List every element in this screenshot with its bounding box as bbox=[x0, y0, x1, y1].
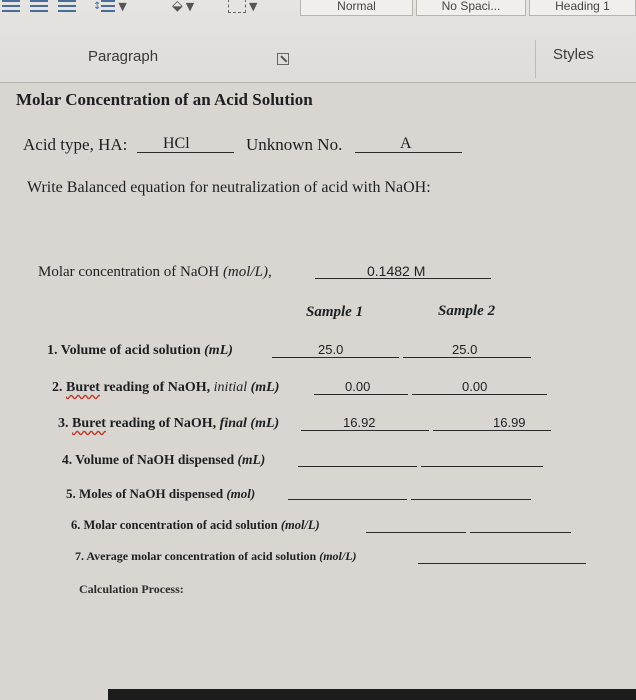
row-6-sample-1-blank bbox=[366, 532, 466, 533]
row-4-sample-2-blank bbox=[421, 466, 543, 467]
question-row-7 bbox=[75, 549, 357, 564]
sample-1-header: Sample 1 bbox=[306, 304, 364, 320]
dialog-launcher-icon[interactable] bbox=[277, 53, 289, 65]
row-2-qualifier: initial bbox=[213, 380, 248, 395]
row-2-spellcheck-word: Buret bbox=[66, 380, 100, 395]
naoh-concentration-text: Molar concentration of NaOH bbox=[38, 264, 220, 280]
line-spacing-icon[interactable]: ↕ ▼ bbox=[93, 0, 127, 13]
document-page bbox=[0, 83, 636, 688]
row-3-unit: (mL) bbox=[250, 416, 280, 431]
row-1-unit: (mL) bbox=[204, 343, 233, 358]
row-3-qualifier: final bbox=[219, 416, 247, 431]
row-5-sample-1-blank bbox=[288, 499, 407, 500]
naoh-concentration-unit: (mol/L), bbox=[222, 264, 272, 280]
row-1-sample-2-blank bbox=[403, 357, 531, 358]
row-2-unit: (mL) bbox=[250, 380, 280, 395]
paragraph-group-label: Paragraph bbox=[88, 48, 159, 65]
row-2-text: reading of NaOH, bbox=[103, 380, 211, 395]
row-3-sample-2-blank bbox=[433, 430, 551, 431]
borders-icon[interactable] bbox=[228, 0, 257, 20]
unknown-no-label: Unknown No. bbox=[246, 135, 343, 154]
acid-type-value: HCl bbox=[163, 135, 190, 152]
row-3-text: reading of NaOH, bbox=[109, 416, 217, 431]
ribbon-toolbar bbox=[0, 0, 636, 83]
naoh-concentration-value: 0.1482 M bbox=[367, 263, 426, 279]
row-3-spellcheck-word: Buret bbox=[72, 416, 106, 431]
row-2-number: 2. bbox=[52, 380, 63, 395]
row-4-sample-1-blank bbox=[298, 466, 417, 467]
style-heading-1-label: Heading 1 bbox=[555, 0, 610, 13]
row-7-text: 7. Average molar concentration of acid solution bbox=[75, 549, 317, 563]
row-1-text: 1. Volume of acid solution bbox=[47, 343, 201, 358]
question-row-2 bbox=[52, 380, 279, 396]
row-2-sample-2-blank bbox=[412, 394, 547, 395]
row-7-average-blank bbox=[418, 563, 586, 564]
balanced-equation-prompt: Write Balanced equation for neutralization of acid with NaOH: bbox=[27, 179, 431, 196]
row-3-sample-1-value: 16.92 bbox=[343, 415, 376, 430]
row-2-sample-1-blank bbox=[314, 394, 408, 395]
style-no-spacing[interactable] bbox=[416, 0, 526, 16]
chevron-down-icon[interactable]: ▼ bbox=[118, 0, 127, 13]
naoh-concentration-label bbox=[38, 264, 272, 281]
sample-2-header: Sample 2 bbox=[438, 303, 496, 319]
style-no-spacing-label: No Spaci... bbox=[441, 0, 501, 13]
ribbon-divider bbox=[535, 40, 536, 78]
row-3-number: 3. bbox=[58, 416, 69, 431]
row-4-text: 4. Volume of NaOH dispensed bbox=[62, 452, 235, 467]
question-row-5 bbox=[66, 486, 255, 502]
style-normal[interactable] bbox=[300, 0, 413, 16]
row-3-sample-1-blank bbox=[301, 430, 429, 431]
bottom-dark-strip bbox=[108, 689, 636, 700]
chevron-down-icon[interactable]: ▼ bbox=[185, 0, 195, 13]
row-6-text: 6. Molar concentration of acid solution bbox=[71, 518, 278, 532]
row-4-unit: (mL) bbox=[237, 452, 266, 467]
align-center-icon[interactable] bbox=[30, 0, 48, 20]
unknown-no-value: A bbox=[400, 135, 412, 152]
style-normal-label: Normal bbox=[337, 0, 376, 13]
row-5-unit: (mol) bbox=[226, 486, 256, 501]
row-1-sample-1-blank bbox=[272, 357, 399, 358]
calculation-process-label: Calculation Process: bbox=[79, 582, 184, 596]
row-6-unit: (mol/L) bbox=[280, 518, 320, 532]
row-5-sample-2-blank bbox=[411, 499, 531, 500]
chevron-down-icon[interactable]: ▼ bbox=[249, 0, 258, 13]
shading-icon[interactable]: ⬙ ▼ bbox=[172, 0, 195, 14]
align-left-icon[interactable] bbox=[2, 0, 20, 20]
style-heading-1[interactable] bbox=[529, 0, 636, 16]
document-title: Molar Concentration of an Acid Solution bbox=[16, 90, 313, 109]
question-row-4 bbox=[62, 452, 265, 468]
styles-group-label: Styles bbox=[553, 46, 594, 63]
row-7-unit: (mol/L) bbox=[319, 549, 357, 563]
align-justify-icon[interactable] bbox=[58, 0, 76, 20]
question-row-6 bbox=[71, 518, 320, 533]
row-3-sample-2-value: 16.99 bbox=[493, 415, 526, 430]
row-1-sample-2-value: 25.0 bbox=[452, 342, 478, 357]
question-row-3 bbox=[58, 416, 279, 432]
row-6-sample-2-blank bbox=[470, 532, 571, 533]
row-5-text: 5. Moles of NaOH dispensed bbox=[66, 486, 224, 501]
row-2-sample-1-value: 0.00 bbox=[345, 379, 371, 394]
question-row-1 bbox=[47, 343, 233, 359]
row-1-sample-1-value: 25.0 bbox=[318, 342, 344, 357]
acid-type-label: Acid type, HA: bbox=[23, 135, 128, 154]
row-2-sample-2-value: 0.00 bbox=[462, 379, 488, 394]
